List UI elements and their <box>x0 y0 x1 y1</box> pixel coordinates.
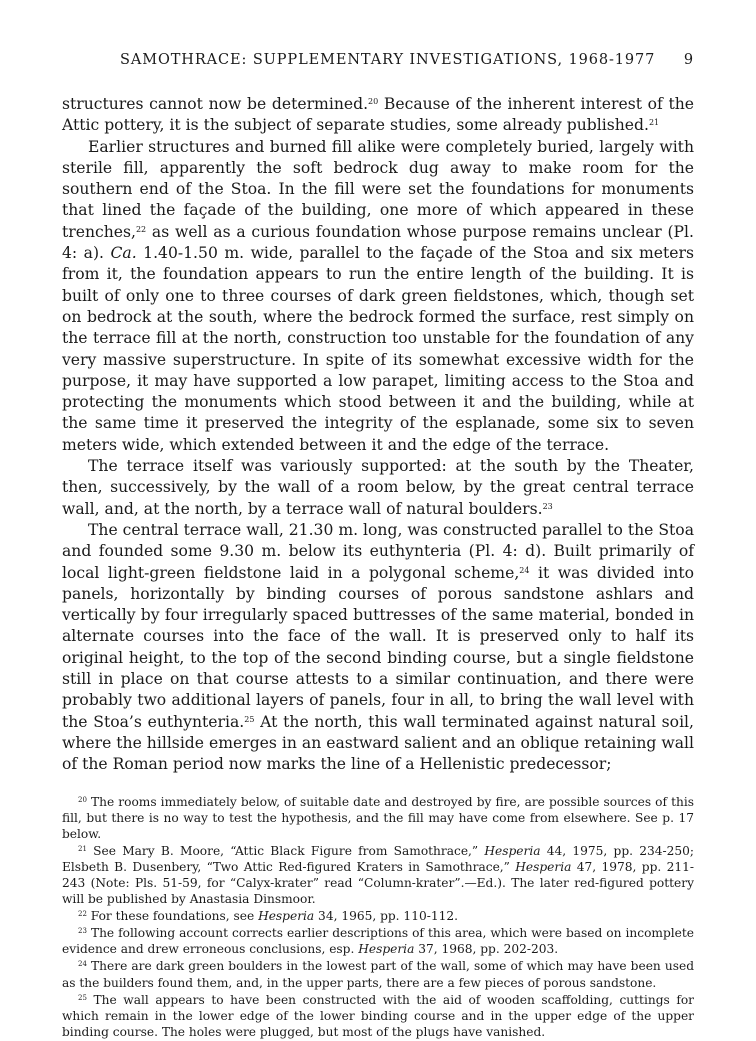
footnote-ref: 21 <box>78 844 87 853</box>
footnote <box>62 794 694 842</box>
text-run: The wall appears to have been constructed with the aid of wooden scaffolding, cuttings for which remain in the lower edge of the lower binding course and in the upper edge of the upper binding course. The holes were plugged, but most of the plugs have vanished. <box>62 992 694 1039</box>
text-run: 1.40-1.50 m. wide, parallel to the façade of the Stoa and six meters from it, the foundation appears to run the entire length of the building. It is built of only one to three courses of dark green fieldstones, which, though set on bedrock at the south, where the bedrock formed the surface, rest simply on the terrace fill at the north, construction too unstable for the foundation of any very massive superstructure. In spite of its somewhat excessive width for the purpose, it may have supported a low parapet, limiting access to the Stoa and protecting the monuments which stood between it and the building, while at the same time it preserved the integrity of the esplanade, some six to seven meters wide, which extended between it and the edge of the terrace. <box>62 244 694 454</box>
footnote-ref: 22 <box>78 910 87 919</box>
paragraph <box>62 520 694 776</box>
running-head <box>62 52 694 74</box>
footnote <box>62 908 694 924</box>
italic-text: Hesperia <box>515 859 572 874</box>
page <box>62 52 694 1041</box>
text-run: The following account corrects earlier descriptions of this area, which were based on incomplete evidence and drew erroneous conclusions, esp. <box>62 926 694 957</box>
text-run: 47, 1978, pp. 211-243 (Note: Pls. 51-59, for “Calyx-krater” read “Column-krater”.—Ed.). The later red-figured pottery will be published by Anastasia Dinsmoor. <box>62 859 694 907</box>
italic-text: Ca. <box>110 244 137 263</box>
text-run: 34, 1965, pp. 110-112. <box>314 909 458 924</box>
text-run: The central terrace wall, 21.30 m. long, was constructed parallel to the Stoa and founded some 9.30 m. below its euthynteria (Pl. 4: d). Built primarily of local light-green fieldstone laid in a polygonal scheme, <box>62 520 694 582</box>
paragraph <box>62 94 694 137</box>
footnote-ref: 23 <box>542 501 553 511</box>
footnote-ref: 23 <box>78 927 87 936</box>
italic-text: Hesperia <box>258 909 315 924</box>
footnote-ref: 24 <box>78 960 87 969</box>
footnote-ref: 20 <box>368 97 379 106</box>
text-run: structures cannot now be determined. <box>62 95 369 113</box>
text-run: it was divided into panels, horizontally by binding courses of porous sandstone ashlars and vertically by four irregularly spaced buttresses of the same material, bonded in alternate courses into the face of the wall. It is preserved only to half its original height, to the top of the second binding course, but a single fieldstone still in place on that course attests to a similar continuation, and there were probably two additional layers of panels, four in all, to bring the wall level with the Stoa’s euthynteria. <box>62 563 695 731</box>
text-run: 44, 1975, pp. 234-250; Elsbeth B. Dusenbery, “Two Attic Red-figured Kraters in Samothrace,” <box>62 843 694 874</box>
footnote <box>62 958 694 990</box>
text-run: At the north, this wall terminated against natural soil, where the hillside emerges in an eastward salient and an oblique retaining wall of the Roman period now marks the line of a Hellenistic predecessor; <box>62 712 694 774</box>
footnote <box>62 843 694 907</box>
text-run: The terrace itself was variously supported: at the south by the Theater, then, successively, by the wall of a room below, by the great central terrace wall, and, at the north, by a terrace wall of natural boulders. <box>62 457 694 518</box>
footnote-ref: 24 <box>519 565 530 575</box>
running-head-title: SAMOTHRACE: SUPPLEMENTARY INVESTIGATIONS, 1968-1977 <box>120 52 656 68</box>
text-run: Earlier structures and burned fill alike were completely buried, largely with sterile fill, apparently the soft bedrock dug away to make room for the southern end of the Stoa. In the fill were set the foundations for monuments that lined the façade of the building, one more of which appeared in these trenches, <box>62 137 694 241</box>
text-run: 37, 1968, pp. 202-203. <box>414 942 559 957</box>
paragraph <box>62 456 694 520</box>
paragraph <box>62 137 694 456</box>
footnote-ref: 21 <box>648 118 660 128</box>
italic-text: Hesperia <box>358 942 415 957</box>
page-number: 9 <box>683 52 694 68</box>
footnote-ref: 22 <box>135 224 147 234</box>
text-run: as well as a curious foundation whose purpose remains unclear (Pl. 4: a). <box>62 222 694 263</box>
text-run: See Mary B. Moore, “Attic Black Figure from Samothrace,” <box>86 843 485 858</box>
italic-text: Hesperia <box>484 843 541 858</box>
text-run: For these foundations, see <box>86 909 259 924</box>
footnotes <box>62 794 694 1040</box>
text-run: Because of the inherent interest of the Attic pottery, it is the subject of separate studies, some already published. <box>62 95 695 135</box>
text-run: The rooms immediately below, of suitable date and destroyed by fire, are possible sources of this fill, but there is no way to test the hypothesis, and the fill may have come from elsewhere. See p. 17 below. <box>62 794 694 841</box>
text-run: There are dark green boulders in the lowest part of the wall, some of which may have been used as the builders found them, and, in the upper parts, there are a few pieces of porous sandstone. <box>62 959 694 990</box>
body-text <box>62 94 694 776</box>
footnote-ref: 25 <box>78 993 87 1002</box>
footnote <box>62 925 694 957</box>
footnote-ref: 25 <box>244 714 255 724</box>
footnote-ref: 20 <box>78 795 87 804</box>
footnote <box>62 992 694 1040</box>
